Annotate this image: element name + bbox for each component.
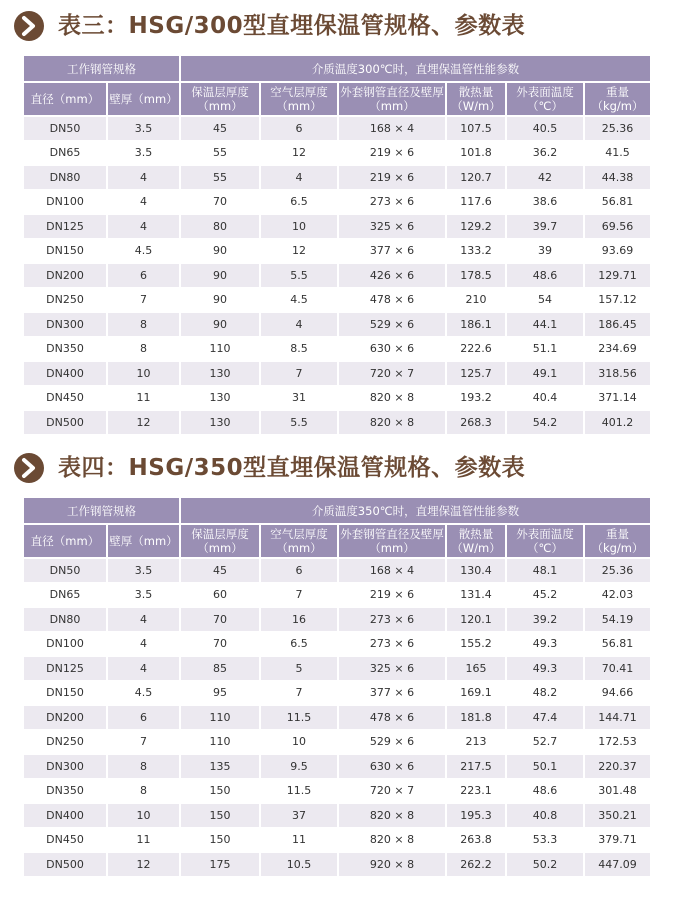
cell-heat: 186.1: [447, 313, 507, 338]
cell-casing: 219 × 6: [339, 584, 447, 609]
cell-air: 12: [261, 240, 339, 265]
cell-surface: 39: [507, 240, 585, 265]
cell-insulation: 110: [181, 338, 261, 363]
cell-weight: 318.56: [585, 362, 650, 387]
cell-diameter: DN350: [24, 780, 108, 805]
cell-diameter: DN400: [24, 804, 108, 829]
cell-heat: 223.1: [447, 780, 507, 805]
cell-weight: 447.09: [585, 853, 650, 878]
cell-weight: 94.66: [585, 682, 650, 707]
table-row: [24, 264, 650, 289]
cell-wall: 10: [108, 362, 181, 387]
cell-wall: 11: [108, 829, 181, 854]
table-row: [24, 215, 650, 240]
cell-casing: 168 × 4: [339, 117, 447, 142]
cell-weight: 25.36: [585, 117, 650, 142]
cell-casing: 273 × 6: [339, 608, 447, 633]
cell-surface: 54: [507, 289, 585, 314]
cell-insulation: 130: [181, 387, 261, 412]
table-row: [24, 633, 650, 658]
cell-wall: 8: [108, 313, 181, 338]
cell-diameter: DN125: [24, 657, 108, 682]
cell-wall: 4: [108, 657, 181, 682]
cell-weight: 301.48: [585, 780, 650, 805]
table-row: [24, 706, 650, 731]
table-row: [24, 780, 650, 805]
cell-casing: 273 × 6: [339, 191, 447, 216]
cell-weight: 44.38: [585, 166, 650, 191]
col-header-insulation: 保温层厚度（mm）: [181, 525, 261, 559]
cell-wall: 3.5: [108, 117, 181, 142]
cell-weight: 350.21: [585, 804, 650, 829]
cell-wall: 11: [108, 387, 181, 412]
cell-diameter: DN300: [24, 313, 108, 338]
cell-air: 5.5: [261, 264, 339, 289]
cell-diameter: DN250: [24, 289, 108, 314]
cell-air: 4: [261, 313, 339, 338]
cell-surface: 40.4: [507, 387, 585, 412]
table-row: [24, 682, 650, 707]
cell-casing: 920 × 8: [339, 853, 447, 878]
cell-surface: 50.1: [507, 755, 585, 780]
table-title: 表四：HSG/350型直埋保温管规格、参数表: [58, 455, 526, 481]
table-row: [24, 829, 650, 854]
cell-air: 7: [261, 584, 339, 609]
cell-heat: 169.1: [447, 682, 507, 707]
col-header-diameter: 直径（mm）: [24, 525, 108, 559]
table-title: 表三：HSG/300型直埋保温管规格、参数表: [58, 13, 526, 39]
spec-table: [24, 498, 650, 878]
cell-air: 11.5: [261, 706, 339, 731]
cell-wall: 12: [108, 853, 181, 878]
cell-air: 31: [261, 387, 339, 412]
cell-casing: 820 × 8: [339, 804, 447, 829]
cell-insulation: 95: [181, 682, 261, 707]
cell-air: 9.5: [261, 755, 339, 780]
cell-diameter: DN400: [24, 362, 108, 387]
cell-insulation: 175: [181, 853, 261, 878]
col-header-weight: 重量（kg/m）: [585, 525, 650, 559]
cell-heat: 125.7: [447, 362, 507, 387]
cell-diameter: DN50: [24, 559, 108, 584]
cell-diameter: DN80: [24, 166, 108, 191]
cell-air: 5: [261, 657, 339, 682]
cell-air: 16: [261, 608, 339, 633]
cell-air: 7: [261, 682, 339, 707]
table-row: [24, 240, 650, 265]
cell-diameter: DN300: [24, 755, 108, 780]
cell-weight: 129.71: [585, 264, 650, 289]
cell-weight: 157.12: [585, 289, 650, 314]
table-row: [24, 362, 650, 387]
cell-casing: 820 × 8: [339, 387, 447, 412]
cell-surface: 40.5: [507, 117, 585, 142]
cell-weight: 379.71: [585, 829, 650, 854]
cell-insulation: 130: [181, 362, 261, 387]
col-header-heat: 散热量（W/m）: [447, 525, 507, 559]
cell-heat: 181.8: [447, 706, 507, 731]
cell-wall: 4: [108, 608, 181, 633]
cell-casing: 478 × 6: [339, 706, 447, 731]
cell-air: 5.5: [261, 411, 339, 436]
cell-surface: 39.7: [507, 215, 585, 240]
cell-heat: 195.3: [447, 804, 507, 829]
cell-weight: 42.03: [585, 584, 650, 609]
cell-weight: 220.37: [585, 755, 650, 780]
cell-casing: 630 × 6: [339, 755, 447, 780]
cell-surface: 49.3: [507, 657, 585, 682]
cell-heat: 117.6: [447, 191, 507, 216]
cell-wall: 4: [108, 166, 181, 191]
cell-diameter: DN500: [24, 853, 108, 878]
cell-insulation: 150: [181, 829, 261, 854]
cell-air: 10.5: [261, 853, 339, 878]
cell-diameter: DN65: [24, 142, 108, 167]
cell-casing: 377 × 6: [339, 682, 447, 707]
cell-casing: 377 × 6: [339, 240, 447, 265]
cell-weight: 69.56: [585, 215, 650, 240]
cell-weight: 56.81: [585, 633, 650, 658]
cell-diameter: DN150: [24, 682, 108, 707]
cell-air: 11: [261, 829, 339, 854]
chevron-right-icon: [13, 10, 45, 42]
cell-diameter: DN500: [24, 411, 108, 436]
cell-air: 6: [261, 559, 339, 584]
cell-casing: 426 × 6: [339, 264, 447, 289]
cell-diameter: DN100: [24, 633, 108, 658]
cell-heat: 133.2: [447, 240, 507, 265]
cell-wall: 3.5: [108, 559, 181, 584]
cell-air: 12: [261, 142, 339, 167]
cell-insulation: 90: [181, 313, 261, 338]
cell-heat: 130.4: [447, 559, 507, 584]
cell-heat: 120.7: [447, 166, 507, 191]
section-header: [0, 8, 680, 48]
table-section-4: [0, 450, 680, 871]
cell-casing: 168 × 4: [339, 559, 447, 584]
section-header: [0, 450, 680, 490]
cell-insulation: 110: [181, 706, 261, 731]
cell-weight: 144.71: [585, 706, 650, 731]
cell-diameter: DN450: [24, 829, 108, 854]
cell-diameter: DN250: [24, 731, 108, 756]
cell-air: 10: [261, 215, 339, 240]
cell-weight: 70.41: [585, 657, 650, 682]
cell-insulation: 45: [181, 559, 261, 584]
cell-diameter: DN200: [24, 264, 108, 289]
cell-casing: 219 × 6: [339, 142, 447, 167]
spec-table: [24, 56, 650, 436]
cell-surface: 44.1: [507, 313, 585, 338]
table-row: [24, 731, 650, 756]
cell-surface: 48.1: [507, 559, 585, 584]
col-header-casing: 外套钢管直径及壁厚（mm）: [339, 83, 447, 117]
cell-heat: 210: [447, 289, 507, 314]
table-row: [24, 117, 650, 142]
cell-wall: 3.5: [108, 142, 181, 167]
cell-heat: 262.2: [447, 853, 507, 878]
cell-air: 37: [261, 804, 339, 829]
col-header-surface: 外表面温度（℃）: [507, 525, 585, 559]
cell-heat: 268.3: [447, 411, 507, 436]
cell-heat: 131.4: [447, 584, 507, 609]
cell-insulation: 70: [181, 633, 261, 658]
cell-wall: 3.5: [108, 584, 181, 609]
cell-wall: 7: [108, 289, 181, 314]
cell-surface: 48.2: [507, 682, 585, 707]
table-row: [24, 411, 650, 436]
cell-heat: 213: [447, 731, 507, 756]
cell-weight: 234.69: [585, 338, 650, 363]
cell-insulation: 150: [181, 780, 261, 805]
cell-wall: 4.5: [108, 682, 181, 707]
cell-wall: 8: [108, 755, 181, 780]
cell-diameter: DN65: [24, 584, 108, 609]
cell-insulation: 45: [181, 117, 261, 142]
cell-weight: 93.69: [585, 240, 650, 265]
cell-heat: 120.1: [447, 608, 507, 633]
table-row: [24, 804, 650, 829]
cell-surface: 52.7: [507, 731, 585, 756]
cell-insulation: 135: [181, 755, 261, 780]
cell-air: 6: [261, 117, 339, 142]
table-row: [24, 853, 650, 878]
col-header-heat: 散热量（W/m）: [447, 83, 507, 117]
col-header-casing: 外套钢管直径及壁厚（mm）: [339, 525, 447, 559]
cell-heat: 155.2: [447, 633, 507, 658]
cell-casing: 529 × 6: [339, 313, 447, 338]
cell-weight: 186.45: [585, 313, 650, 338]
cell-insulation: 70: [181, 608, 261, 633]
table-row: [24, 191, 650, 216]
table-row: [24, 608, 650, 633]
table-row: [24, 338, 650, 363]
cell-weight: 371.14: [585, 387, 650, 412]
cell-surface: 53.3: [507, 829, 585, 854]
cell-heat: 107.5: [447, 117, 507, 142]
cell-casing: 325 × 6: [339, 657, 447, 682]
cell-diameter: DN350: [24, 338, 108, 363]
cell-surface: 48.6: [507, 780, 585, 805]
cell-weight: 41.5: [585, 142, 650, 167]
cell-air: 4.5: [261, 289, 339, 314]
cell-casing: 720 × 7: [339, 780, 447, 805]
cell-surface: 54.2: [507, 411, 585, 436]
cell-weight: 56.81: [585, 191, 650, 216]
table-section-3: [0, 8, 680, 429]
chevron-right-icon: [13, 452, 45, 484]
cell-heat: 222.6: [447, 338, 507, 363]
cell-wall: 7: [108, 731, 181, 756]
cell-wall: 4: [108, 191, 181, 216]
cell-wall: 4: [108, 633, 181, 658]
cell-surface: 50.2: [507, 853, 585, 878]
col-header-surface: 外表面温度（℃）: [507, 83, 585, 117]
cell-weight: 401.2: [585, 411, 650, 436]
cell-air: 6.5: [261, 633, 339, 658]
cell-weight: 54.19: [585, 608, 650, 633]
cell-surface: 51.1: [507, 338, 585, 363]
cell-wall: 8: [108, 338, 181, 363]
cell-air: 6.5: [261, 191, 339, 216]
cell-insulation: 80: [181, 215, 261, 240]
table-row: [24, 657, 650, 682]
cell-diameter: DN80: [24, 608, 108, 633]
cell-heat: 101.8: [447, 142, 507, 167]
cell-wall: 6: [108, 264, 181, 289]
col-header-air: 空气层厚度（mm）: [261, 83, 339, 117]
cell-casing: 820 × 8: [339, 411, 447, 436]
cell-insulation: 70: [181, 191, 261, 216]
table-row: [24, 289, 650, 314]
cell-wall: 10: [108, 804, 181, 829]
cell-insulation: 90: [181, 289, 261, 314]
table-row: [24, 142, 650, 167]
cell-surface: 40.8: [507, 804, 585, 829]
cell-diameter: DN125: [24, 215, 108, 240]
cell-diameter: DN200: [24, 706, 108, 731]
cell-heat: 165: [447, 657, 507, 682]
table-row: [24, 166, 650, 191]
cell-weight: 25.36: [585, 559, 650, 584]
pipe-spec-header: 工作钢管规格: [24, 498, 181, 525]
cell-surface: 38.6: [507, 191, 585, 216]
cell-wall: 6: [108, 706, 181, 731]
cell-casing: 219 × 6: [339, 166, 447, 191]
cell-wall: 4.5: [108, 240, 181, 265]
col-header-wall: 壁厚（mm）: [108, 525, 181, 559]
cell-surface: 45.2: [507, 584, 585, 609]
cell-insulation: 55: [181, 142, 261, 167]
cell-diameter: DN150: [24, 240, 108, 265]
cell-surface: 39.2: [507, 608, 585, 633]
cell-diameter: DN100: [24, 191, 108, 216]
cell-surface: 36.2: [507, 142, 585, 167]
cell-casing: 478 × 6: [339, 289, 447, 314]
cell-heat: 263.8: [447, 829, 507, 854]
cell-insulation: 60: [181, 584, 261, 609]
cell-surface: 49.1: [507, 362, 585, 387]
cell-casing: 529 × 6: [339, 731, 447, 756]
cell-insulation: 55: [181, 166, 261, 191]
cell-heat: 129.2: [447, 215, 507, 240]
cell-surface: 47.4: [507, 706, 585, 731]
table-row: [24, 559, 650, 584]
cell-insulation: 130: [181, 411, 261, 436]
cell-insulation: 150: [181, 804, 261, 829]
cell-air: 7: [261, 362, 339, 387]
cell-casing: 820 × 8: [339, 829, 447, 854]
cell-wall: 4: [108, 215, 181, 240]
cell-air: 8.5: [261, 338, 339, 363]
table-row: [24, 387, 650, 412]
table-row: [24, 313, 650, 338]
cell-air: 10: [261, 731, 339, 756]
cell-diameter: DN50: [24, 117, 108, 142]
cell-heat: 178.5: [447, 264, 507, 289]
cell-air: 11.5: [261, 780, 339, 805]
table-row: [24, 755, 650, 780]
cell-casing: 630 × 6: [339, 338, 447, 363]
cell-wall: 8: [108, 780, 181, 805]
cell-casing: 273 × 6: [339, 633, 447, 658]
col-header-diameter: 直径（mm）: [24, 83, 108, 117]
table-row: [24, 584, 650, 609]
cell-insulation: 90: [181, 264, 261, 289]
pipe-spec-header: 工作钢管规格: [24, 56, 181, 83]
cell-wall: 12: [108, 411, 181, 436]
cell-surface: 42: [507, 166, 585, 191]
col-header-wall: 壁厚（mm）: [108, 83, 181, 117]
cell-heat: 193.2: [447, 387, 507, 412]
cell-insulation: 85: [181, 657, 261, 682]
cell-air: 4: [261, 166, 339, 191]
col-header-insulation: 保温层厚度（mm）: [181, 83, 261, 117]
cell-weight: 172.53: [585, 731, 650, 756]
cell-surface: 48.6: [507, 264, 585, 289]
cell-diameter: DN450: [24, 387, 108, 412]
medium-temp-header: 介质温度300℃时，直埋保温管性能参数: [181, 56, 650, 83]
cell-surface: 49.3: [507, 633, 585, 658]
cell-casing: 720 × 7: [339, 362, 447, 387]
col-header-air: 空气层厚度（mm）: [261, 525, 339, 559]
cell-insulation: 110: [181, 731, 261, 756]
cell-insulation: 90: [181, 240, 261, 265]
col-header-weight: 重量（kg/m）: [585, 83, 650, 117]
cell-heat: 217.5: [447, 755, 507, 780]
medium-temp-header: 介质温度350℃时，直埋保温管性能参数: [181, 498, 650, 525]
cell-casing: 325 × 6: [339, 215, 447, 240]
